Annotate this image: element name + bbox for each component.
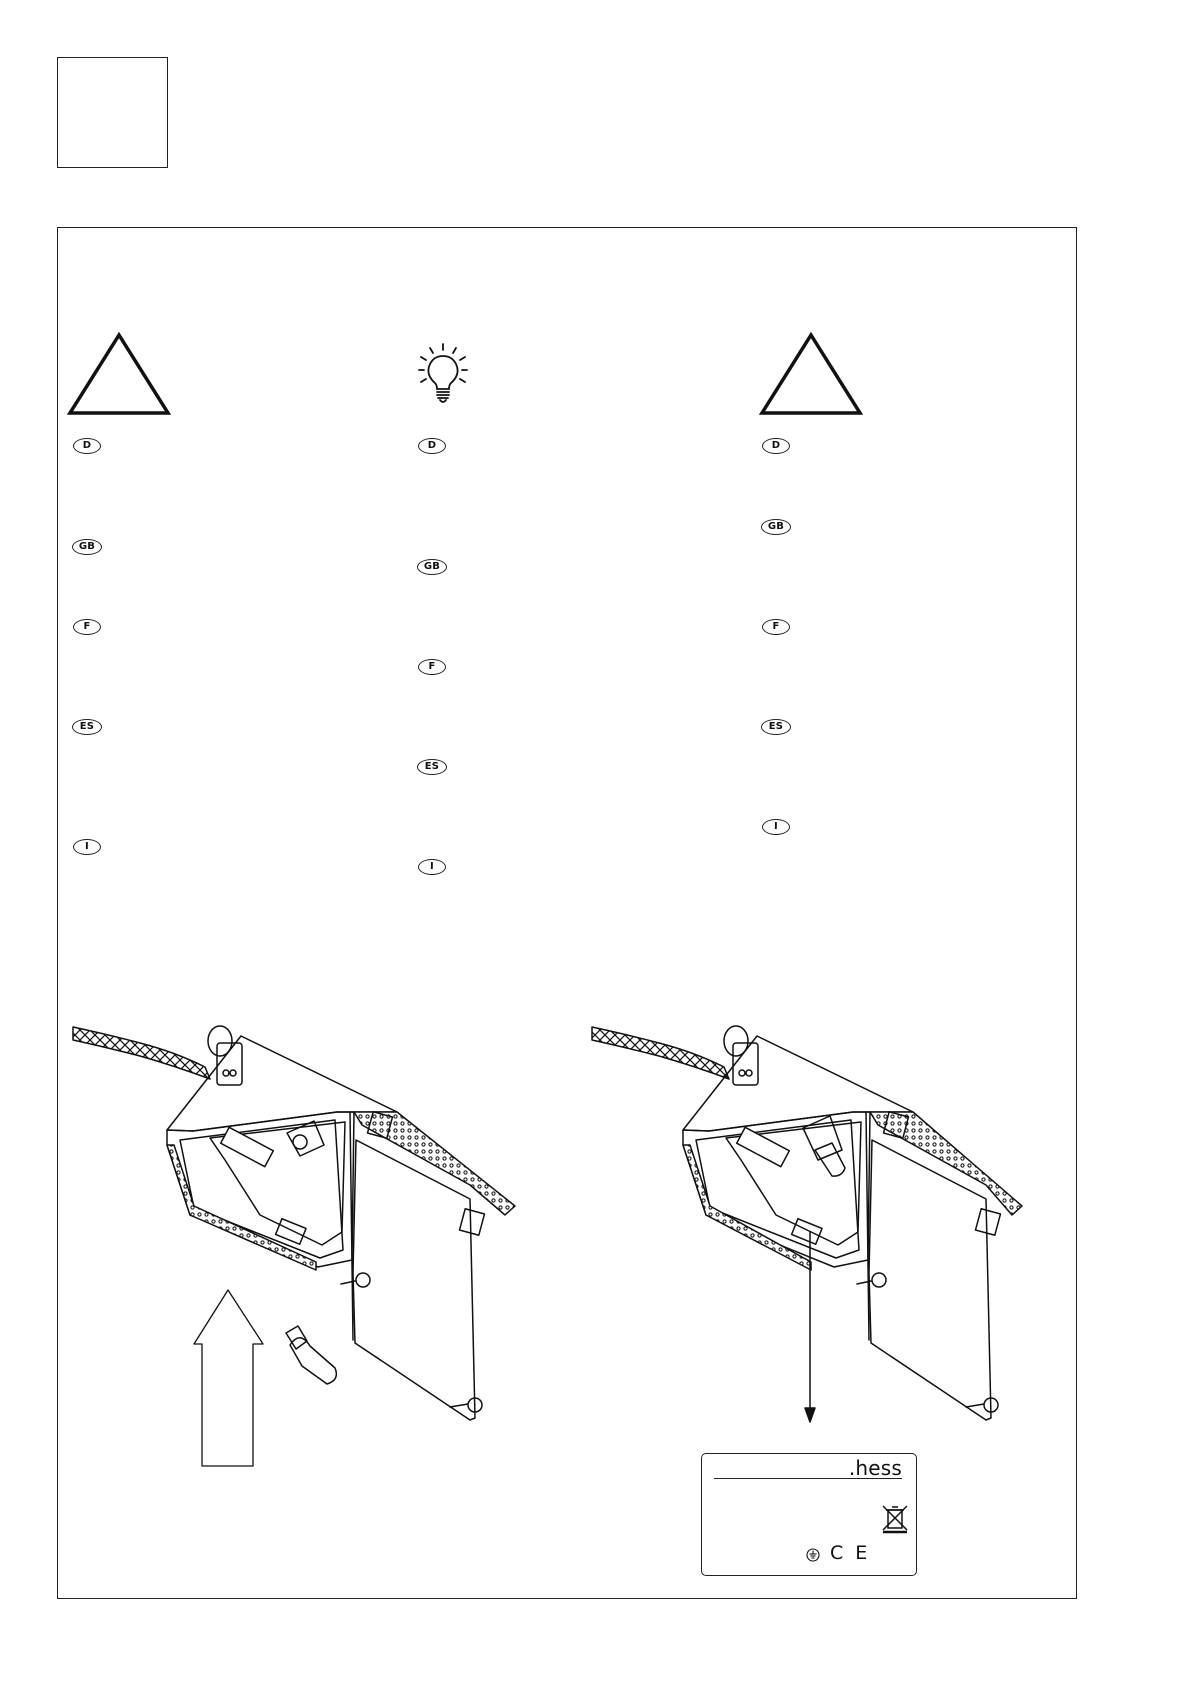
weee-bin-icon [880, 1504, 910, 1534]
language-badge-d: D [418, 438, 446, 454]
language-badge-es: ES [761, 719, 791, 735]
language-badge-d: D [73, 438, 101, 454]
ce-mark-icon: C E [830, 1542, 871, 1564]
language-badge-i: I [418, 859, 446, 875]
label-divider [714, 1478, 902, 1479]
type-label [701, 1453, 917, 1576]
language-badge-f: F [762, 619, 790, 635]
earth-symbol-icon [806, 1548, 820, 1562]
brand-logo: .hess [848, 1456, 902, 1480]
language-badge-gb: GB [72, 539, 102, 555]
language-badge-gb: GB [761, 519, 791, 535]
language-badge-d: D [762, 438, 790, 454]
language-badge-f: F [418, 659, 446, 675]
language-badge-i: I [73, 839, 101, 855]
language-badge-es: ES [417, 759, 447, 775]
language-badge-gb: GB [417, 559, 447, 575]
language-badge-es: ES [72, 719, 102, 735]
language-badge-i: I [762, 819, 790, 835]
language-badge-f: F [73, 619, 101, 635]
